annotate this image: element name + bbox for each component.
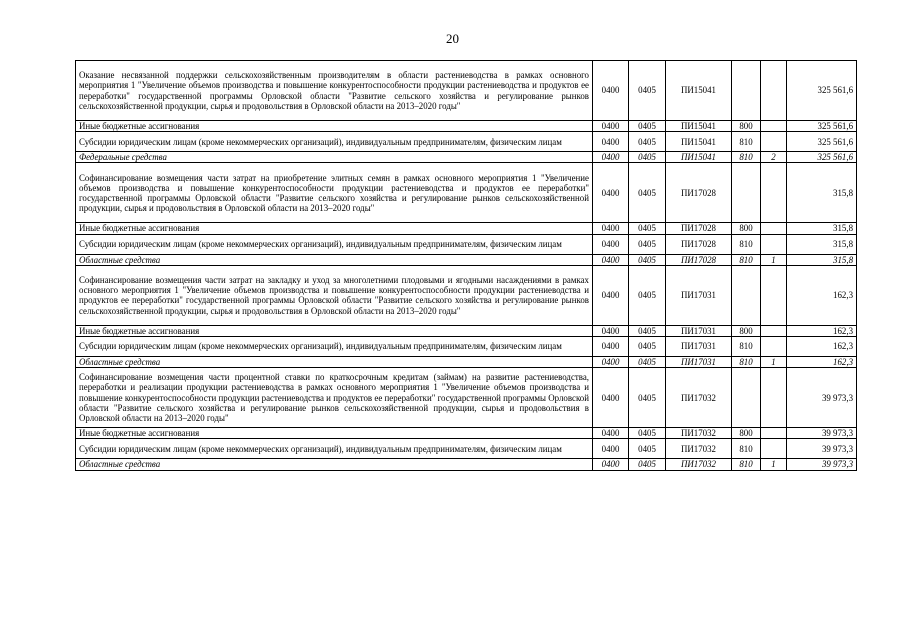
page-number: 20 (446, 31, 459, 46)
cell-target-article: ПИ17032 (666, 459, 732, 470)
table-row (76, 368, 857, 428)
cell-amount: 315,8 (787, 254, 857, 265)
cell-description: Субсидии юридическим лицам (кроме некоммерческих организаций), индивидуальным предпринимателям, физическим лицам (76, 234, 593, 254)
cell-subsection-code: 0405 (629, 121, 666, 132)
cell-description: Субсидии юридическим лицам (кроме некоммерческих организаций), индивидуальным предпринимателям, физическим лицам (76, 337, 593, 357)
cell-subsection-code: 0405 (629, 132, 666, 152)
cell-funding-source: 1 (761, 254, 787, 265)
cell-funding-source (761, 368, 787, 428)
cell-target-article: ПИ15041 (666, 152, 732, 163)
cell-section-code: 0400 (593, 234, 629, 254)
cell-funding-source (761, 61, 787, 121)
cell-funding-source (761, 223, 787, 234)
cell-section-code: 0400 (593, 357, 629, 368)
cell-subsection-code: 0405 (629, 254, 666, 265)
cell-expense-type: 810 (732, 152, 761, 163)
cell-expense-type: 810 (732, 234, 761, 254)
table-row (76, 265, 857, 325)
cell-section-code: 0400 (593, 459, 629, 470)
cell-target-article: ПИ17031 (666, 325, 732, 336)
cell-amount: 315,8 (787, 163, 857, 223)
cell-target-article: ПИ15041 (666, 121, 732, 132)
cell-subsection-code: 0405 (629, 265, 666, 325)
cell-expense-type: 800 (732, 121, 761, 132)
cell-target-article: ПИ17028 (666, 234, 732, 254)
cell-expense-type (732, 368, 761, 428)
table-row (76, 459, 857, 470)
cell-funding-source: 2 (761, 152, 787, 163)
cell-expense-type: 810 (732, 254, 761, 265)
cell-target-article: ПИ15041 (666, 61, 732, 121)
cell-target-article: ПИ17032 (666, 368, 732, 428)
cell-expense-type: 810 (732, 132, 761, 152)
cell-section-code: 0400 (593, 223, 629, 234)
table-body (76, 61, 857, 471)
cell-expense-type (732, 163, 761, 223)
cell-expense-type: 810 (732, 357, 761, 368)
cell-description: Областные средства (76, 357, 593, 368)
cell-description: Федеральные средства (76, 152, 593, 163)
cell-amount: 39 973,3 (787, 368, 857, 428)
cell-expense-type: 800 (732, 428, 761, 439)
cell-subsection-code: 0405 (629, 337, 666, 357)
cell-expense-type: 810 (732, 459, 761, 470)
table-row (76, 234, 857, 254)
table-row (76, 152, 857, 163)
table-row (76, 325, 857, 336)
cell-funding-source (761, 121, 787, 132)
cell-funding-source: 1 (761, 357, 787, 368)
cell-funding-source (761, 337, 787, 357)
cell-description: Софинансирование возмещения части затрат на приобретение элитных семян в рамках основного мероприятия 1 "Увеличение объемов производства и повышение конкурентоспособности продукции растениеводства и продуктов ее переработки" государственной программы Орловской области "Развитие сельского хозяйства и регулирование рынков сельскохозяйственной продукции, сырья и продовольствия в Орловской области на 2013–2020 годы" (76, 163, 593, 223)
cell-amount: 39 973,3 (787, 459, 857, 470)
cell-amount: 325 561,6 (787, 152, 857, 163)
cell-target-article: ПИ17032 (666, 439, 732, 459)
cell-description: Иные бюджетные ассигнования (76, 121, 593, 132)
cell-amount: 325 561,6 (787, 132, 857, 152)
cell-expense-type (732, 61, 761, 121)
cell-section-code: 0400 (593, 61, 629, 121)
cell-amount: 162,3 (787, 357, 857, 368)
cell-funding-source (761, 428, 787, 439)
cell-description: Оказание несвязанной поддержки сельскохозяйственным производителям в области растениеводства в рамках основного мероприятия 1 "Увеличение объемов производства и повышение конкурентоспособности продукции растениеводства и продуктов ее переработки" государственной программы Орловской области "Развитие сельского хозяйства и регулирование рынков сельскохозяйственной продукции, сырья и продовольствия в Орловской области на 2013–2020 годы" (76, 61, 593, 121)
cell-subsection-code: 0405 (629, 459, 666, 470)
cell-funding-source: 1 (761, 459, 787, 470)
table-row (76, 61, 857, 121)
cell-amount: 315,8 (787, 234, 857, 254)
cell-subsection-code: 0405 (629, 368, 666, 428)
table-row (76, 439, 857, 459)
table-row (76, 357, 857, 368)
cell-target-article: ПИ17031 (666, 337, 732, 357)
cell-section-code: 0400 (593, 254, 629, 265)
cell-amount: 162,3 (787, 337, 857, 357)
cell-section-code: 0400 (593, 132, 629, 152)
cell-funding-source (761, 132, 787, 152)
cell-section-code: 0400 (593, 265, 629, 325)
cell-expense-type: 810 (732, 337, 761, 357)
cell-target-article: ПИ17031 (666, 357, 732, 368)
cell-expense-type: 810 (732, 439, 761, 459)
cell-amount: 39 973,3 (787, 439, 857, 459)
cell-subsection-code: 0405 (629, 61, 666, 121)
cell-description: Софинансирование возмещения части процентной ставки по краткосрочным кредитам (займам) на развитие растениеводства, переработки и реализации продукции растениеводства в рамках основного мероприятия 1 "Увеличение объемов производства и повышение конкурентоспособности продукции растениеводства и продуктов ее переработки" государственной программы Орловской области "Развитие сельского хозяйства и регулирование рынков сельскохозяйственной продукции, сырья и продовольствия в Орловской области на 2013–2020 годы" (76, 368, 593, 428)
cell-target-article: ПИ17028 (666, 163, 732, 223)
cell-funding-source (761, 234, 787, 254)
cell-funding-source (761, 265, 787, 325)
cell-description: Субсидии юридическим лицам (кроме некоммерческих организаций), индивидуальным предпринимателям, физическим лицам (76, 439, 593, 459)
cell-funding-source (761, 325, 787, 336)
cell-subsection-code: 0405 (629, 234, 666, 254)
cell-amount: 39 973,3 (787, 428, 857, 439)
cell-target-article: ПИ17031 (666, 265, 732, 325)
cell-amount: 325 561,6 (787, 121, 857, 132)
cell-subsection-code: 0405 (629, 325, 666, 336)
cell-section-code: 0400 (593, 439, 629, 459)
cell-description: Иные бюджетные ассигнования (76, 325, 593, 336)
cell-amount: 315,8 (787, 223, 857, 234)
cell-section-code: 0400 (593, 325, 629, 336)
cell-description: Субсидии юридическим лицам (кроме некоммерческих организаций), индивидуальным предпринимателям, физическим лицам (76, 132, 593, 152)
table-row (76, 163, 857, 223)
cell-amount: 162,3 (787, 325, 857, 336)
cell-description: Областные средства (76, 254, 593, 265)
cell-description: Областные средства (76, 459, 593, 470)
cell-amount: 325 561,6 (787, 61, 857, 121)
cell-subsection-code: 0405 (629, 223, 666, 234)
table-row (76, 254, 857, 265)
cell-expense-type: 800 (732, 223, 761, 234)
cell-target-article: ПИ17032 (666, 428, 732, 439)
cell-section-code: 0400 (593, 152, 629, 163)
cell-target-article: ПИ15041 (666, 132, 732, 152)
cell-expense-type (732, 265, 761, 325)
table-row (76, 132, 857, 152)
table-row (76, 121, 857, 132)
budget-table (75, 60, 857, 471)
table-row (76, 223, 857, 234)
cell-section-code: 0400 (593, 163, 629, 223)
cell-expense-type: 800 (732, 325, 761, 336)
cell-subsection-code: 0405 (629, 163, 666, 223)
cell-description: Иные бюджетные ассигнования (76, 223, 593, 234)
cell-subsection-code: 0405 (629, 428, 666, 439)
cell-section-code: 0400 (593, 428, 629, 439)
cell-subsection-code: 0405 (629, 439, 666, 459)
table-row (76, 428, 857, 439)
cell-funding-source (761, 163, 787, 223)
cell-description: Иные бюджетные ассигнования (76, 428, 593, 439)
cell-target-article: ПИ17028 (666, 254, 732, 265)
cell-description: Софинансирование возмещения части затрат на закладку и уход за многолетними плодовыми и ягодными насаждениями в рамках основного мероприятия 1 "Увеличение объемов производства и повышение конкурентоспособности продукции растениеводства и продуктов ее переработки" государственной программы Орловской области "Развитие сельского хозяйства и регулирование рынков сельскохозяйственной продукции, сырья и продовольствия в Орловской области на 2013–2020 годы" (76, 265, 593, 325)
cell-subsection-code: 0405 (629, 357, 666, 368)
cell-subsection-code: 0405 (629, 152, 666, 163)
cell-section-code: 0400 (593, 337, 629, 357)
cell-funding-source (761, 439, 787, 459)
table-row (76, 337, 857, 357)
cell-amount: 162,3 (787, 265, 857, 325)
cell-section-code: 0400 (593, 368, 629, 428)
cell-target-article: ПИ17028 (666, 223, 732, 234)
cell-section-code: 0400 (593, 121, 629, 132)
